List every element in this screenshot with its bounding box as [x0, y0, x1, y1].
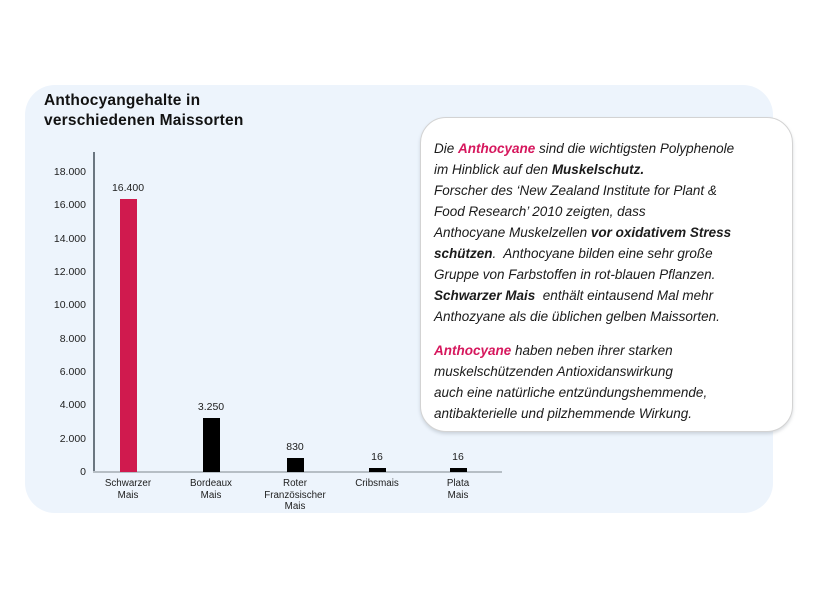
text-run: auch eine natürliche entzündungshemmende, — [434, 385, 708, 400]
y-axis-line — [93, 152, 95, 473]
text-line — [434, 180, 780, 201]
y-tick-label: 12.000 — [53, 266, 86, 278]
text-run: Muskelschutz. — [551, 162, 645, 177]
text-run: . Anthocyane bilden eine sehr große — [492, 246, 713, 261]
y-tick-label: 2.000 — [59, 432, 86, 445]
text-run: vor oxidativem Stress — [590, 225, 732, 240]
text-line — [434, 222, 780, 243]
text-line — [434, 403, 780, 424]
text-run: Forscher des ‘New Zealand Institute for Plant & — [434, 183, 717, 198]
info-paragraph — [434, 138, 780, 327]
text-run: enthält eintausend Mal mehr — [535, 288, 714, 303]
info-paragraph — [434, 340, 780, 424]
text-run: Schwarzer Mais — [434, 288, 536, 303]
text-line — [434, 340, 780, 361]
chart-title-line2: verschiedenen Maissorten — [44, 112, 244, 129]
bar-value-label: 16 — [452, 451, 464, 463]
x-category-label: Schwarzer Mais — [104, 478, 152, 501]
bar-cribsmais — [369, 468, 386, 472]
text-run: Anthozyane als die üblichen gelben Maissorten. — [434, 309, 720, 324]
text-run: antibakterielle und pilzhemmende Wirkung. — [434, 406, 693, 421]
text-line — [434, 201, 780, 222]
text-line — [434, 361, 780, 382]
bar-value-label: 830 — [286, 441, 304, 453]
x-category-label: Cribsmais — [355, 478, 399, 489]
bar-value-label: 16.400 — [111, 182, 145, 194]
text-line — [434, 382, 780, 403]
text-run: Anthocyane Muskelzellen — [434, 225, 591, 240]
y-tick-label: 16.000 — [53, 199, 86, 212]
y-tick-label: 8.000 — [59, 332, 86, 345]
x-category-label: Plata Mais — [446, 478, 470, 501]
highlighted-keyword: Anthocyane — [458, 141, 536, 156]
y-tick-label: 6.000 — [59, 366, 86, 378]
text-run: sind die wichtigsten Polyphenole — [535, 141, 735, 156]
bar-value-label: 16 — [371, 451, 383, 463]
bar-schwarzer-mais — [120, 199, 137, 472]
text-run: muskelschützenden Antioxidanswirkung — [434, 364, 673, 379]
y-tick-label: 18.000 — [53, 166, 86, 178]
text-line — [434, 306, 780, 327]
bar-plata-mais — [450, 468, 467, 472]
chart-title-line1: Anthocyangehalte in — [44, 92, 201, 109]
text-run: Gruppe von Farbstoffen in rot-blauen Pflanzen. — [434, 267, 716, 282]
text-line — [434, 138, 780, 159]
text-run: haben neben ihrer starken — [511, 343, 673, 358]
bar-bordeaux-mais — [203, 418, 220, 472]
bar-value-label: 3.250 — [197, 401, 225, 413]
x-category-label: Bordeaux Mais — [190, 478, 232, 501]
highlighted-keyword: Anthocyane — [434, 343, 512, 358]
text-line — [434, 264, 780, 285]
y-tick-label: 10.000 — [53, 299, 86, 312]
text-run: schützen — [434, 246, 493, 261]
y-tick-label: 4.000 — [59, 399, 86, 412]
x-category-label: Roter Französischer Mais — [264, 478, 326, 512]
y-tick-label: 14.000 — [53, 232, 86, 245]
text-line — [434, 285, 780, 306]
chart-title — [44, 91, 244, 131]
text-line — [434, 159, 780, 180]
text-run: Food Research’ 2010 zeigten, dass — [434, 204, 646, 219]
text-line — [434, 243, 780, 264]
info-box — [420, 117, 793, 432]
text-run: im Hinblick auf den — [434, 162, 552, 177]
text-run: Die — [434, 141, 459, 156]
bar-roter-franz-sischer-mais — [287, 458, 304, 472]
y-tick-label: 0 — [80, 466, 86, 478]
